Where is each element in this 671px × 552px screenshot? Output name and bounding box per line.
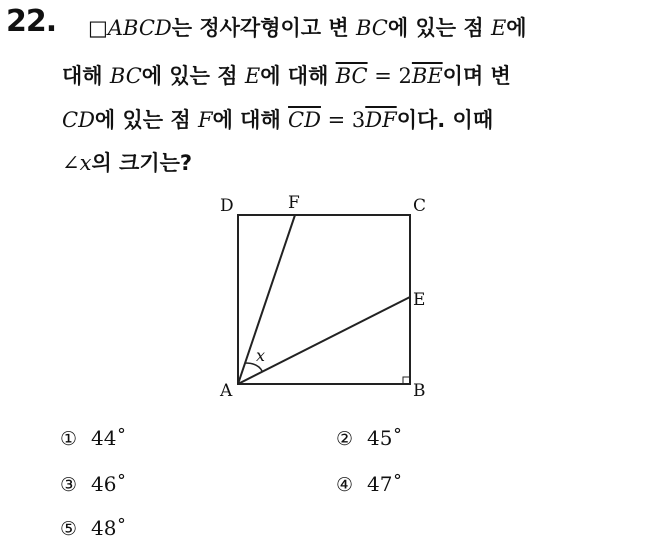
question-text: 에 bbox=[506, 16, 527, 40]
question-text: 에 있는 점 bbox=[94, 108, 198, 132]
degree-unit: ˚ bbox=[392, 472, 403, 496]
segment-be: $\overline{BE}$ bbox=[411, 64, 443, 88]
question-text: 이다. 이때 bbox=[396, 108, 494, 132]
question-line-2 bbox=[62, 60, 511, 90]
label-c: C bbox=[413, 196, 427, 216]
question-line-1 bbox=[88, 12, 527, 42]
choice-value: 46 bbox=[91, 472, 117, 496]
question-line-4 bbox=[62, 147, 192, 177]
choice-mark: ② bbox=[336, 428, 354, 450]
choice-mark: ① bbox=[60, 428, 78, 450]
equation-text: = 2 bbox=[367, 64, 412, 88]
bc-label: BC bbox=[355, 16, 388, 40]
question-number: 22. bbox=[6, 4, 57, 39]
cd-label: CD bbox=[62, 108, 95, 132]
square-symbol: □ bbox=[88, 16, 108, 40]
choice-value: 47 bbox=[367, 472, 393, 496]
choice-mark: ④ bbox=[336, 474, 354, 496]
e-label: E bbox=[244, 64, 261, 88]
equation-text: = 3 bbox=[320, 108, 366, 132]
x-variable: x bbox=[79, 151, 92, 175]
question-text: 에 있는 점 bbox=[387, 16, 491, 40]
label-f: F bbox=[288, 193, 300, 213]
bc-label: BC bbox=[109, 64, 142, 88]
square-figure bbox=[190, 185, 470, 405]
choice-value: 45 bbox=[367, 426, 393, 450]
degree-unit: ˚ bbox=[116, 472, 127, 496]
question-text: 는 정사각형이고 변 bbox=[171, 16, 356, 40]
label-a: A bbox=[220, 381, 233, 401]
choice-mark: ⑤ bbox=[60, 518, 78, 540]
question-text: 에 대해 bbox=[260, 64, 336, 88]
label-e: E bbox=[413, 290, 426, 310]
e-label: E bbox=[490, 16, 507, 40]
choice-3[interactable] bbox=[60, 472, 127, 496]
choice-4[interactable] bbox=[336, 472, 403, 496]
choice-1[interactable] bbox=[60, 426, 127, 450]
label-x: x bbox=[256, 346, 266, 365]
question-text: 이며 변 bbox=[442, 64, 511, 88]
degree-unit: ˚ bbox=[116, 516, 127, 540]
choice-value: 48 bbox=[91, 516, 117, 540]
choice-value: 44 bbox=[91, 426, 117, 450]
right-angle-mark bbox=[403, 377, 410, 384]
degree-unit: ˚ bbox=[392, 426, 403, 450]
segment-cd: $\overline{CD}$ bbox=[288, 108, 321, 132]
question-line-3 bbox=[62, 104, 493, 134]
question-text: 의 크기는? bbox=[91, 151, 193, 175]
label-b: B bbox=[413, 381, 426, 401]
question-text: 에 대해 bbox=[212, 108, 289, 132]
segment-bc: $\overline{BC}$ bbox=[335, 64, 368, 88]
degree-unit: ˚ bbox=[116, 426, 127, 450]
choice-5[interactable] bbox=[60, 516, 127, 540]
segment-df: $\overline{DF}$ bbox=[365, 108, 397, 132]
choice-2[interactable] bbox=[336, 426, 403, 450]
label-d: D bbox=[220, 196, 234, 216]
choice-mark: ③ bbox=[60, 474, 78, 496]
abcd-label: ABCD bbox=[107, 16, 172, 40]
angle-symbol: ∠ bbox=[62, 151, 80, 175]
question-text: 대해 bbox=[62, 64, 110, 88]
f-label: F bbox=[197, 108, 213, 132]
question-text: 에 있는 점 bbox=[141, 64, 245, 88]
